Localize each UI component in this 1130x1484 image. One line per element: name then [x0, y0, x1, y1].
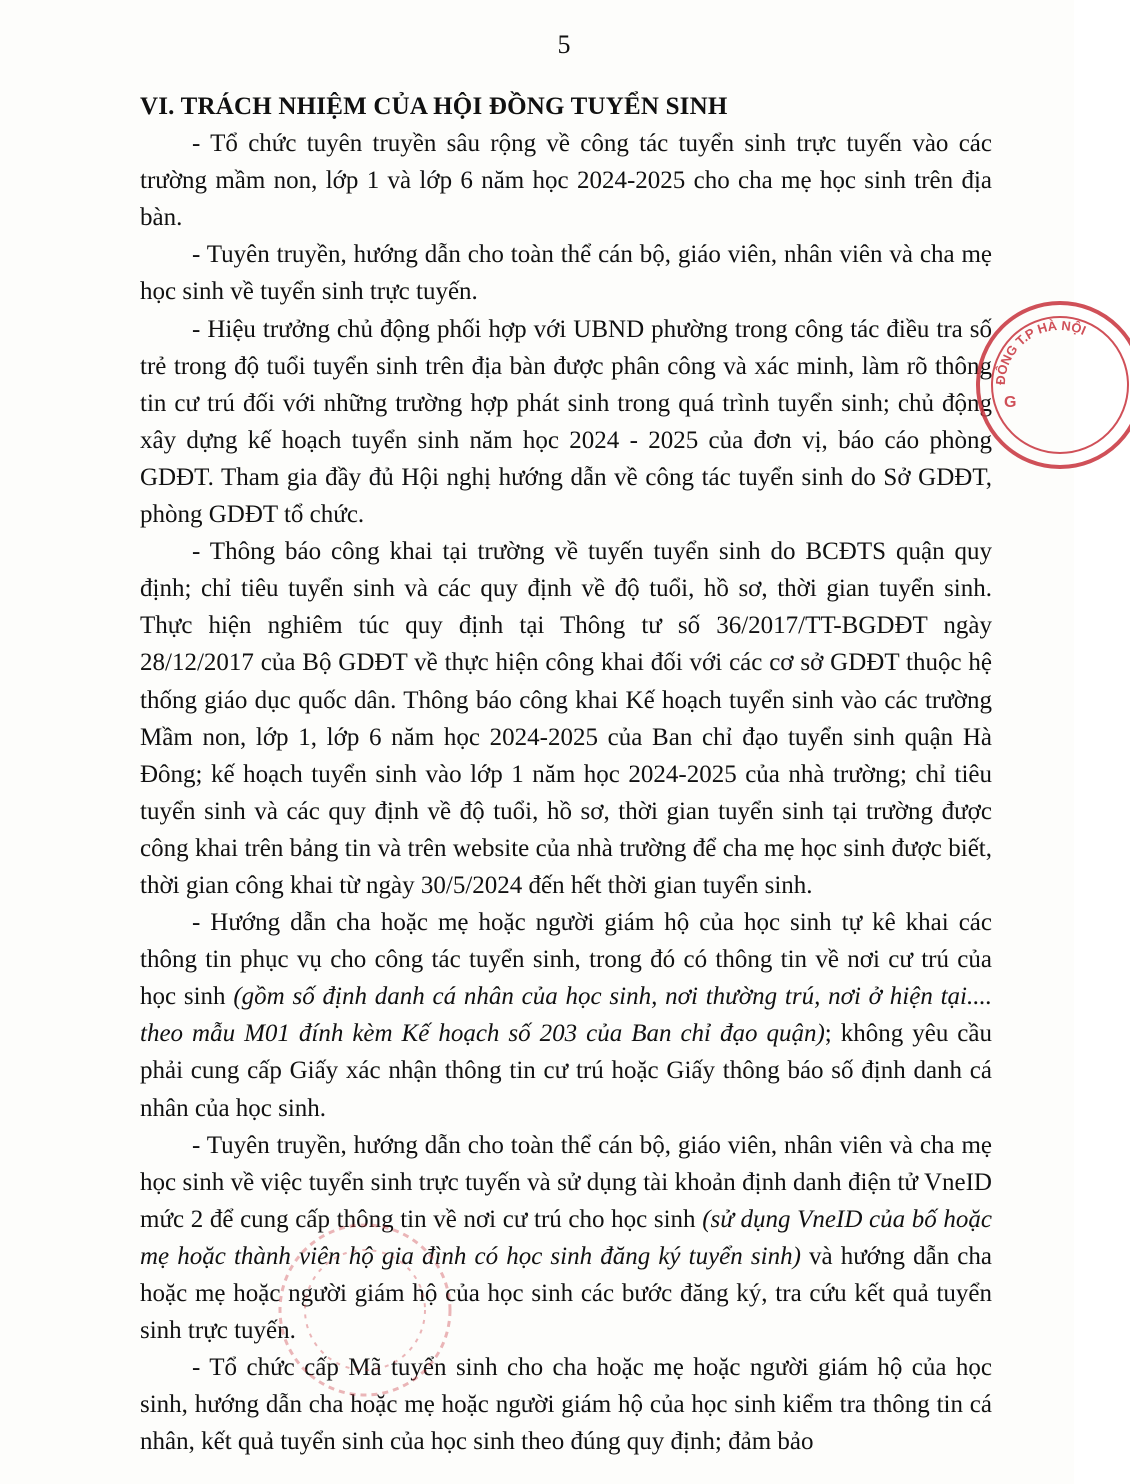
- seal-text: ĐÔNG T.P HÀ NỘI: [992, 317, 1089, 386]
- paragraph-6: [140, 1127, 992, 1350]
- seal-inner-letter: G: [1004, 394, 1017, 411]
- paragraph-5-tail: ; không yêu cầu phải cung cấp Giấy xác nhận thông tin cư trú hoặc Giấy thông báo số định danh cá nhân của học sinh.: [140, 1020, 992, 1122]
- paragraph-5-lead: - Hướng dẫn cha hoặc mẹ hoặc người giám hộ của học sinh tự kê khai các thông tin phục vụ cho công tác tuyển sinh, trong đó có thông tin về nơi cư trú của học sinh: [140, 909, 992, 1011]
- section-title: VI. TRÁCH NHIỆM CỦA HỘI ĐỒNG TUYỂN SINH: [140, 93, 728, 120]
- paragraph-6-lead: - Tuyên truyền, hướng dẫn cho toàn thể cán bộ, giáo viên, nhân viên và cha mẹ học sinh về việc tuyển sinh trực tuyến và sử dụng tài khoản định danh điện tử VneID mức 2 để cung cấp thông tin về nơi cư trú cho học sinh: [140, 1131, 992, 1233]
- paragraph-2: - Tuyên truyền, hướng dẫn cho toàn thể cán bộ, giáo viên, nhân viên và cha mẹ học sinh về tuyển sinh trực tuyến.: [140, 241, 992, 306]
- document-body: [140, 88, 992, 1460]
- page-number: 5: [557, 30, 571, 59]
- seal-outer-ring: [978, 303, 1130, 467]
- official-seal-stamp: [970, 295, 1130, 475]
- paragraph-5: [140, 904, 992, 1127]
- seal-inner-ring: [992, 317, 1128, 453]
- paragraph-7: - Tổ chức cấp Mã tuyển sinh cho cha hoặc mẹ hoặc người giám hộ của học sinh, hướng dẫn cha hoặc mẹ hoặc người giám hộ của học sinh kiểm tra thông tin cá nhân, kết quả tuyển sinh của học sinh theo đúng quy định; đảm bảo: [140, 1354, 992, 1456]
- paragraph-1: - Tổ chức tuyên truyền sâu rộng về công tác tuyển sinh trực tuyến vào các trường mầm non, lớp 1 và lớp 6 năm học 2024-2025 cho cha mẹ học sinh trên địa bàn.: [140, 130, 992, 232]
- paragraph-3: - Hiệu trưởng chủ động phối hợp với UBND phường trong công tác điều tra số trẻ trong độ tuổi tuyển sinh trên địa bàn được phân công và xác minh, làm rõ thông tin cư trú đối với những trường hợp phát sinh trong quá trình tuyển sinh; chủ động xây dựng kế hoạch tuyển sinh năm học 2024 - 2025 của đơn vị, báo cáo phòng GDĐT. Tham gia đầy đủ Hội nghị hướng dẫn về công tác tuyển sinh do Sở GDĐT, phòng GDĐT tổ chức.: [140, 315, 992, 529]
- paragraph-4: - Thông báo công khai tại trường về tuyến tuyển sinh do BCĐTS quận quy định; chỉ tiêu tuyển sinh và các quy định về độ tuổi, hồ sơ, thời gian tuyển sinh. Thực hiện nghiêm túc quy định tại Thông tư số 36/2017/TT-BGDĐT ngày 28/12/2017 của Bộ GDĐT về thực hiện công khai đối với các cơ sở GDĐT thuộc hệ thống giáo dục quốc dân. Thông báo công khai Kế hoạch tuyển sinh vào các trường Mầm non, lớp 1, lớp 6 năm học 2024-2025 của Ban chỉ đạo tuyển sinh quận Hà Đông; kế hoạch tuyển sinh vào lớp 1 năm học 2024-2025 của nhà trường; chỉ tiêu tuyển sinh và các quy định về độ tuổi, hồ sơ, thời gian tuyển sinh tại trường được công khai trên bảng tin và trên website của nhà trường để cha mẹ học sinh được biết, thời gian công khai từ ngày 30/5/2024 đến hết thời gian tuyển sinh.: [140, 538, 992, 899]
- paragraph-5-italic: (gồm số định danh cá nhân của học sinh, nơi thường trú, nơi ở hiện tại.... theo mẫu M01 đính kèm Kế hoạch số 203 của Ban chỉ đạo quận): [140, 983, 993, 1048]
- paragraph-6-italic: (sử dụng VneID của bố hoặc mẹ hoặc thành viên hộ gia đình có học sinh đăng ký tuyển sinh): [140, 1205, 992, 1270]
- paragraph-6-tail: và hướng dẫn cha hoặc mẹ hoặc người giám hộ của học sinh các bước đăng ký, tra cứu kết quả tuyển sinh trực tuyến.: [140, 1242, 992, 1345]
